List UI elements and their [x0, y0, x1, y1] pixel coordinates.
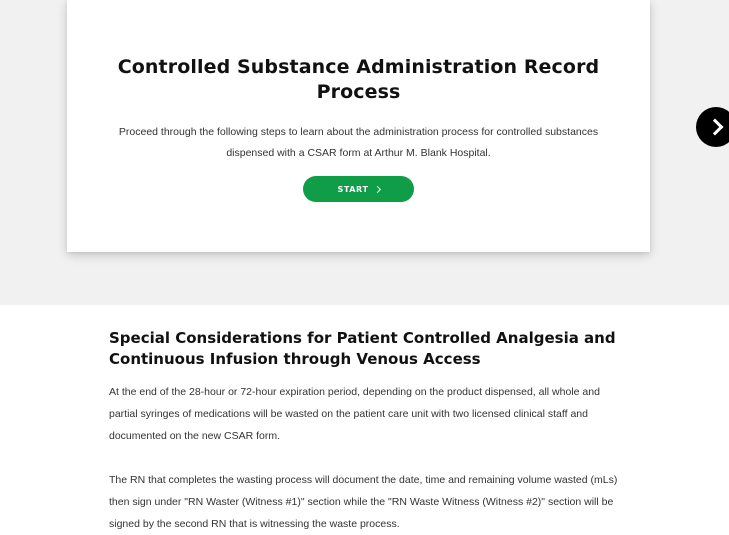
start-button-label: START [337, 184, 369, 194]
section-paragraph: At the end of the 28-hour or 72-hour expiration period, depending on the product dispensed, all whole and partial syringes of medications will be wasted on the patient care unit with two licensed clinical staff and documented on the new CSAR form. [109, 386, 600, 442]
intro-title: Controlled Substance Administration Record Process [117, 56, 600, 103]
section-content [109, 328, 619, 535]
intro-description: Proceed through the following steps to learn about the administration process for controlled substances dispensed with a CSAR form at Arthur M. Blank Hospital. [118, 126, 599, 159]
intro-card [67, 0, 650, 252]
chevron-right-icon [373, 185, 380, 192]
start-button[interactable] [303, 176, 414, 202]
section-paragraph: The RN that completes the wasting process will document the date, time and remaining volume wasted (mLs) then sign under "RN Waster (Witness #1)" section while the "RN Waste Witness (Witness #2)" section will be signed by the second RN that is witnessing the waste process. [109, 474, 618, 530]
next-slide-button[interactable] [696, 107, 729, 147]
chevron-right-icon [707, 119, 724, 136]
section-heading: Special Considerations for Patient Controlled Analgesia and Continuous Infusion through Venous Access [109, 329, 616, 368]
